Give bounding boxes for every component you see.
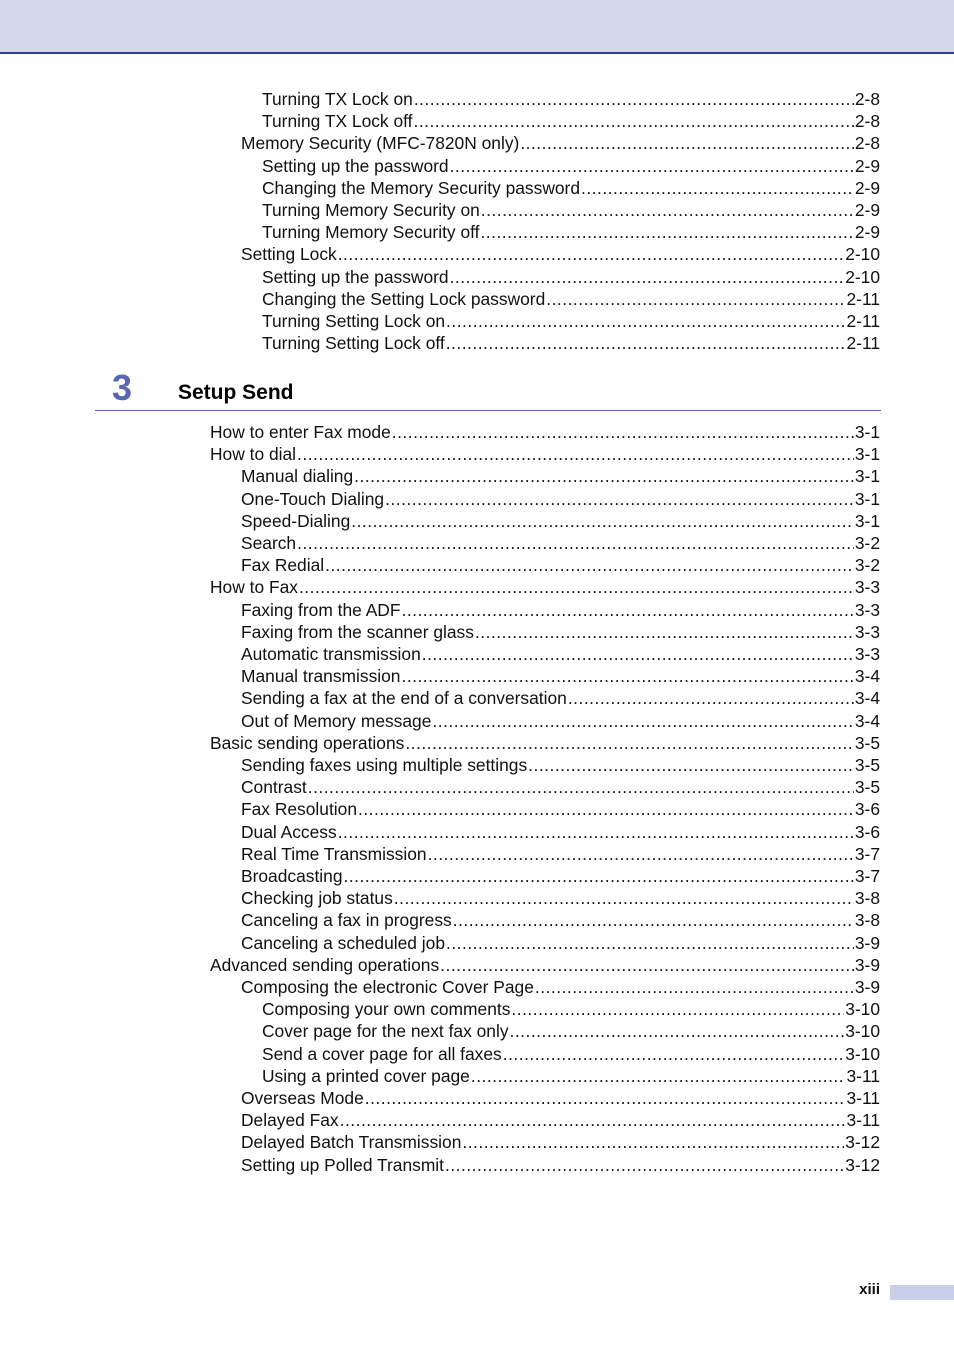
toc-entry-page: 2-9 [854,222,880,243]
toc-dot-leader [546,288,845,310]
toc-entry-page: 3-1 [854,510,880,531]
toc-dot-leader [344,865,854,887]
toc-entry-title: Changing the Memory Security password [262,177,581,198]
toc-entry[interactable] [241,776,880,798]
toc-entry-title: Turning TX Lock off [262,111,413,132]
toc-dot-leader [445,1154,844,1176]
toc-entry-title: Faxing from the scanner glass [241,621,474,642]
toc-dot-leader [440,954,854,976]
toc-entry[interactable] [241,465,880,487]
toc-dot-leader [401,665,853,687]
toc-entry[interactable] [210,954,880,976]
chapter-divider [95,410,881,411]
toc-dot-leader [446,332,846,354]
toc-entry[interactable] [241,843,880,865]
toc-entry[interactable] [241,865,880,887]
toc-entry-title: Turning Memory Security on [262,200,480,220]
toc-entry[interactable] [241,665,880,687]
toc-entry-title: Composing your own comments [262,999,511,1020]
toc-entry-title: Broadcasting [241,866,343,886]
toc-entry-page: 3-5 [854,777,880,798]
toc-entry[interactable] [262,288,880,310]
toc-entry-page: 3-5 [854,755,880,775]
toc-entry[interactable] [241,243,880,265]
toc-dot-leader [453,909,854,931]
toc-entry[interactable] [262,88,880,110]
toc-entry-page: 3-6 [854,821,880,842]
toc-entry[interactable] [241,887,880,909]
toc-entry-page: 2-11 [846,311,880,331]
toc-entry[interactable] [262,266,880,288]
toc-entry-title: Setting Lock [241,244,337,265]
toc-entry-page: 3-11 [846,1110,880,1131]
toc-entry[interactable] [262,332,880,354]
toc-entry-title: Setting up the password [262,266,449,287]
toc-entry-page: 3-6 [854,799,880,820]
toc-entry-page: 2-10 [845,266,880,287]
toc-dot-leader [405,732,854,754]
toc-entry-page: 2-9 [854,200,880,220]
toc-entry-title: Using a printed cover page [262,1065,470,1086]
toc-entry-page: 3-3 [854,577,880,598]
toc-entry-page: 3-2 [854,555,880,576]
toc-entry-page: 3-8 [854,910,880,931]
toc-dot-leader [394,887,854,909]
toc-dot-leader [535,976,854,998]
toc-dot-leader [365,1087,846,1109]
toc-entry[interactable] [210,576,880,598]
toc-dot-leader [385,488,854,510]
toc-entry[interactable] [241,621,880,643]
toc-entry[interactable] [241,754,880,776]
toc-entry[interactable] [241,1154,880,1176]
toc-entry[interactable] [210,421,880,443]
toc-entry-title: Turning Setting Lock off [262,333,445,354]
toc-entry[interactable] [262,199,880,221]
page-tab-marker [890,1285,954,1300]
toc-entry[interactable] [241,687,880,709]
toc-entry-title: Canceling a fax in progress [241,910,452,931]
toc-dot-leader [338,821,854,843]
toc-dot-leader [503,1043,844,1065]
toc-entry-page: 3-9 [854,932,880,953]
toc-dot-leader [462,1131,844,1153]
toc-dot-leader [481,199,854,221]
toc-entry-title: Real Time Transmission [241,843,427,864]
toc-dot-leader [450,155,854,177]
toc-entry[interactable] [262,110,880,132]
toc-entry-title: Fax Redial [241,555,325,576]
toc-entry-title: Search [241,533,297,553]
toc-entry-page: 3-9 [854,977,880,997]
toc-entry[interactable] [262,155,880,177]
toc-entry-title: Sending faxes using multiple settings [241,755,528,775]
toc-entry-page: 2-9 [854,155,880,176]
toc-entry-page: 3-11 [846,1088,880,1108]
toc-entry-title: Contrast [241,777,307,798]
toc-entry-page: 2-11 [846,288,880,309]
toc-entry[interactable] [262,1043,880,1065]
toc-dot-leader [325,554,854,576]
toc-entry-title: Composing the electronic Cover Page [241,977,534,997]
toc-dot-leader [338,243,844,265]
toc-entry[interactable] [241,1109,880,1131]
toc-dot-leader [446,932,854,954]
toc-dot-leader [308,776,854,798]
header-band [0,0,954,54]
toc-entry-title: Setting up the password [262,155,449,176]
toc-entry[interactable] [241,932,880,954]
toc-entry-page: 3-1 [854,466,880,487]
toc-entry-title: How to enter Fax mode [210,422,391,442]
toc-entry-page: 3-5 [854,732,880,753]
toc-entry-page: 3-3 [854,621,880,642]
toc-entry-title: Automatic transmission [241,644,421,664]
toc-entry-page: 3-1 [854,444,880,465]
toc-entry-page: 3-12 [845,1154,880,1175]
toc-entry-title: Out of Memory message [241,710,432,731]
toc-entry-page: 2-10 [845,244,880,265]
toc-entry[interactable] [210,732,880,754]
chapter-title: Setup Send [178,381,294,404]
toc-dot-leader [480,221,853,243]
toc-entry[interactable] [262,1065,880,1087]
toc-entry-title: Overseas Mode [241,1088,364,1108]
toc-dot-leader [392,421,854,443]
toc-entry-page: 2-8 [854,133,880,154]
toc-entry-title: Cover page for the next fax only [262,1021,509,1042]
toc-entry-title: How to Fax [210,577,298,598]
toc-entry-title: Send a cover page for all faxes [262,1043,502,1064]
toc-entry-page: 3-3 [854,644,880,664]
toc-entry[interactable] [241,710,880,732]
toc-entry[interactable] [262,1020,880,1042]
toc-entry[interactable] [241,821,880,843]
toc-entry-title: Manual transmission [241,666,401,687]
toc-entry-page: 3-1 [854,422,880,442]
toc-entry-title: Advanced sending operations [210,954,440,975]
toc-dot-leader [511,998,844,1020]
toc-entry[interactable] [262,310,880,332]
toc-entry[interactable] [241,554,880,576]
toc-entry-page: 2-8 [854,111,880,132]
toc-dot-leader [446,310,845,332]
toc-entry-title: Changing the Setting Lock password [262,288,546,309]
toc-entry-page: 3-12 [845,1132,880,1153]
toc-entry-page: 3-7 [854,843,880,864]
toc-entry-title: Fax Resolution [241,799,357,820]
toc-dot-leader [354,465,854,487]
toc-dot-leader [428,843,854,865]
toc-entry[interactable] [241,1087,880,1109]
toc-entry-page: 3-4 [854,688,880,709]
toc-dot-leader [299,576,854,598]
toc-entry-page: 3-4 [854,666,880,687]
toc-entry[interactable] [262,177,880,199]
toc-entry-page: 2-11 [846,333,880,354]
toc-entry[interactable] [241,532,880,554]
toc-entry-page: 3-11 [846,1065,880,1086]
toc-dot-leader [432,710,853,732]
toc-entry-title: One-Touch Dialing [241,488,385,509]
toc-entry-page: 3-3 [854,599,880,620]
toc-entry-title: Delayed Fax [241,1110,339,1131]
toc-entry-page: 3-1 [854,488,880,509]
toc-entry-title: Turning TX Lock on [262,89,413,109]
toc-entry-title: Canceling a scheduled job [241,932,446,953]
toc-dot-leader [568,687,854,709]
toc-entry-page: 3-10 [845,999,880,1020]
toc-dot-leader [510,1020,845,1042]
toc-dot-leader [340,1109,846,1131]
toc-entry-page: 3-8 [854,888,880,909]
toc-entry[interactable] [241,599,880,621]
toc-entry-title: Setting up Polled Transmit [241,1154,444,1175]
toc-entry[interactable] [241,643,880,665]
toc-entry-title: Manual dialing [241,466,354,487]
toc-entry[interactable] [210,443,880,465]
page-number: xiii [859,1281,880,1298]
toc-entry-title: How to dial [210,444,297,465]
toc-entry-title: Turning Memory Security off [262,222,480,243]
toc-dot-leader [414,88,854,110]
toc-entry-page: 2-9 [854,177,880,198]
toc-dot-leader [297,532,854,554]
toc-entry-title: Sending a fax at the end of a conversation [241,688,567,709]
toc-dot-leader [475,621,854,643]
toc-dot-leader [520,132,854,154]
toc-entry-title: Delayed Batch Transmission [241,1132,462,1153]
toc-entry-title: Checking job status [241,888,393,909]
toc-entry-page: 3-10 [845,1021,880,1042]
toc-dot-leader [528,754,854,776]
toc-entry-title: Speed-Dialing [241,510,351,531]
toc-entry-title: Dual Access [241,821,337,842]
toc-entry[interactable] [241,488,880,510]
toc-entry-page: 3-7 [854,866,880,886]
toc-entry[interactable] [262,998,880,1020]
toc-entry[interactable] [262,221,880,243]
toc-dot-leader [450,266,845,288]
toc-dot-leader [351,510,854,532]
toc-dot-leader [422,643,854,665]
toc-entry[interactable] [241,976,880,998]
toc-dot-leader [401,599,853,621]
toc-entry-title: Basic sending operations [210,732,405,753]
toc-entry-title: Faxing from the ADF [241,599,401,620]
toc-entry-page: 3-2 [854,533,880,553]
chapter-number: 3 [112,367,133,408]
toc-entry-title: Turning Setting Lock on [262,311,446,331]
toc-entry[interactable] [241,798,880,820]
toc-entry-page: 3-10 [845,1043,880,1064]
toc-dot-leader [358,798,854,820]
toc-entry[interactable] [241,1131,880,1153]
toc-entry[interactable] [241,132,880,154]
toc-entry-page: 3-9 [854,954,880,975]
toc-dot-leader [413,110,853,132]
toc-dot-leader [471,1065,846,1087]
toc-entry-title: Memory Security (MFC-7820N only) [241,133,520,154]
toc-entry-page: 3-4 [854,710,880,731]
toc-dot-leader [297,443,854,465]
toc-entry-page: 2-8 [854,89,880,109]
toc-entry[interactable] [241,909,880,931]
toc-entry[interactable] [241,510,880,532]
toc-dot-leader [581,177,854,199]
